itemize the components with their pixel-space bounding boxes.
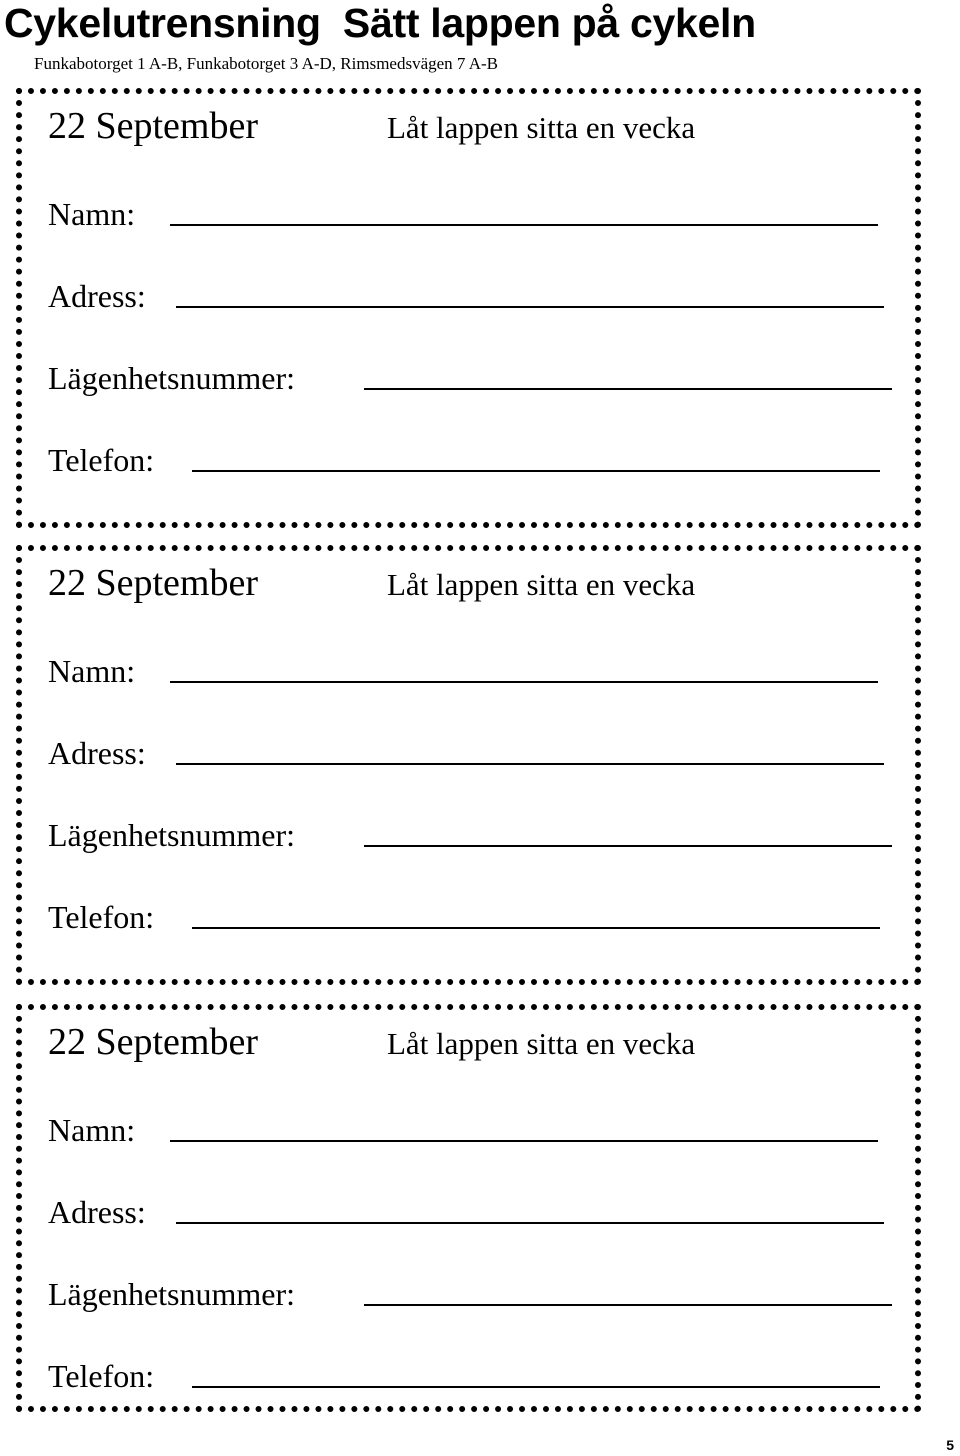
address-label: Adress: <box>48 1194 146 1230</box>
apartment-number-write-line[interactable] <box>364 1304 892 1306</box>
page-title: Cykelutrensning Sätt lappen på cykeln <box>4 0 756 46</box>
ticket-note: Låt lappen sitta en vecka <box>387 1026 696 1061</box>
address-label: Adress: <box>48 735 146 771</box>
cut-out-ticket <box>16 88 921 528</box>
name-label: Namn: <box>48 196 136 232</box>
apartment-number-label: Lägenhetsnummer: <box>48 360 296 396</box>
address-write-line[interactable] <box>176 1222 884 1224</box>
name-label: Namn: <box>48 653 136 689</box>
phone-write-line[interactable] <box>192 927 880 929</box>
phone-label: Telefon: <box>48 899 155 935</box>
ticket-date: 22 September <box>48 105 259 147</box>
address-write-line[interactable] <box>176 763 884 765</box>
phone-label: Telefon: <box>48 442 155 478</box>
name-write-line[interactable] <box>170 224 878 226</box>
cut-out-ticket <box>16 1004 921 1412</box>
name-write-line[interactable] <box>170 1140 878 1142</box>
address-label: Adress: <box>48 278 146 314</box>
phone-write-line[interactable] <box>192 470 880 472</box>
ticket-note: Låt lappen sitta en vecka <box>387 567 696 602</box>
apartment-number-label: Lägenhetsnummer: <box>48 817 296 853</box>
apartment-number-write-line[interactable] <box>364 845 892 847</box>
address-subtitle: Funkabotorget 1 A-B, Funkabotorget 3 A-D, Rimsmedsvägen 7 A-B <box>34 54 499 73</box>
name-label: Namn: <box>48 1112 136 1148</box>
phone-write-line[interactable] <box>192 1386 880 1388</box>
apartment-number-write-line[interactable] <box>364 388 892 390</box>
ticket-date: 22 September <box>48 562 259 604</box>
ticket-note: Låt lappen sitta en vecka <box>387 110 696 145</box>
apartment-number-label: Lägenhetsnummer: <box>48 1276 296 1312</box>
name-write-line[interactable] <box>170 681 878 683</box>
phone-label: Telefon: <box>48 1358 155 1394</box>
address-write-line[interactable] <box>176 306 884 308</box>
page-number: 5 <box>946 1437 954 1453</box>
ticket-date: 22 September <box>48 1021 259 1063</box>
cut-out-ticket <box>16 545 921 985</box>
